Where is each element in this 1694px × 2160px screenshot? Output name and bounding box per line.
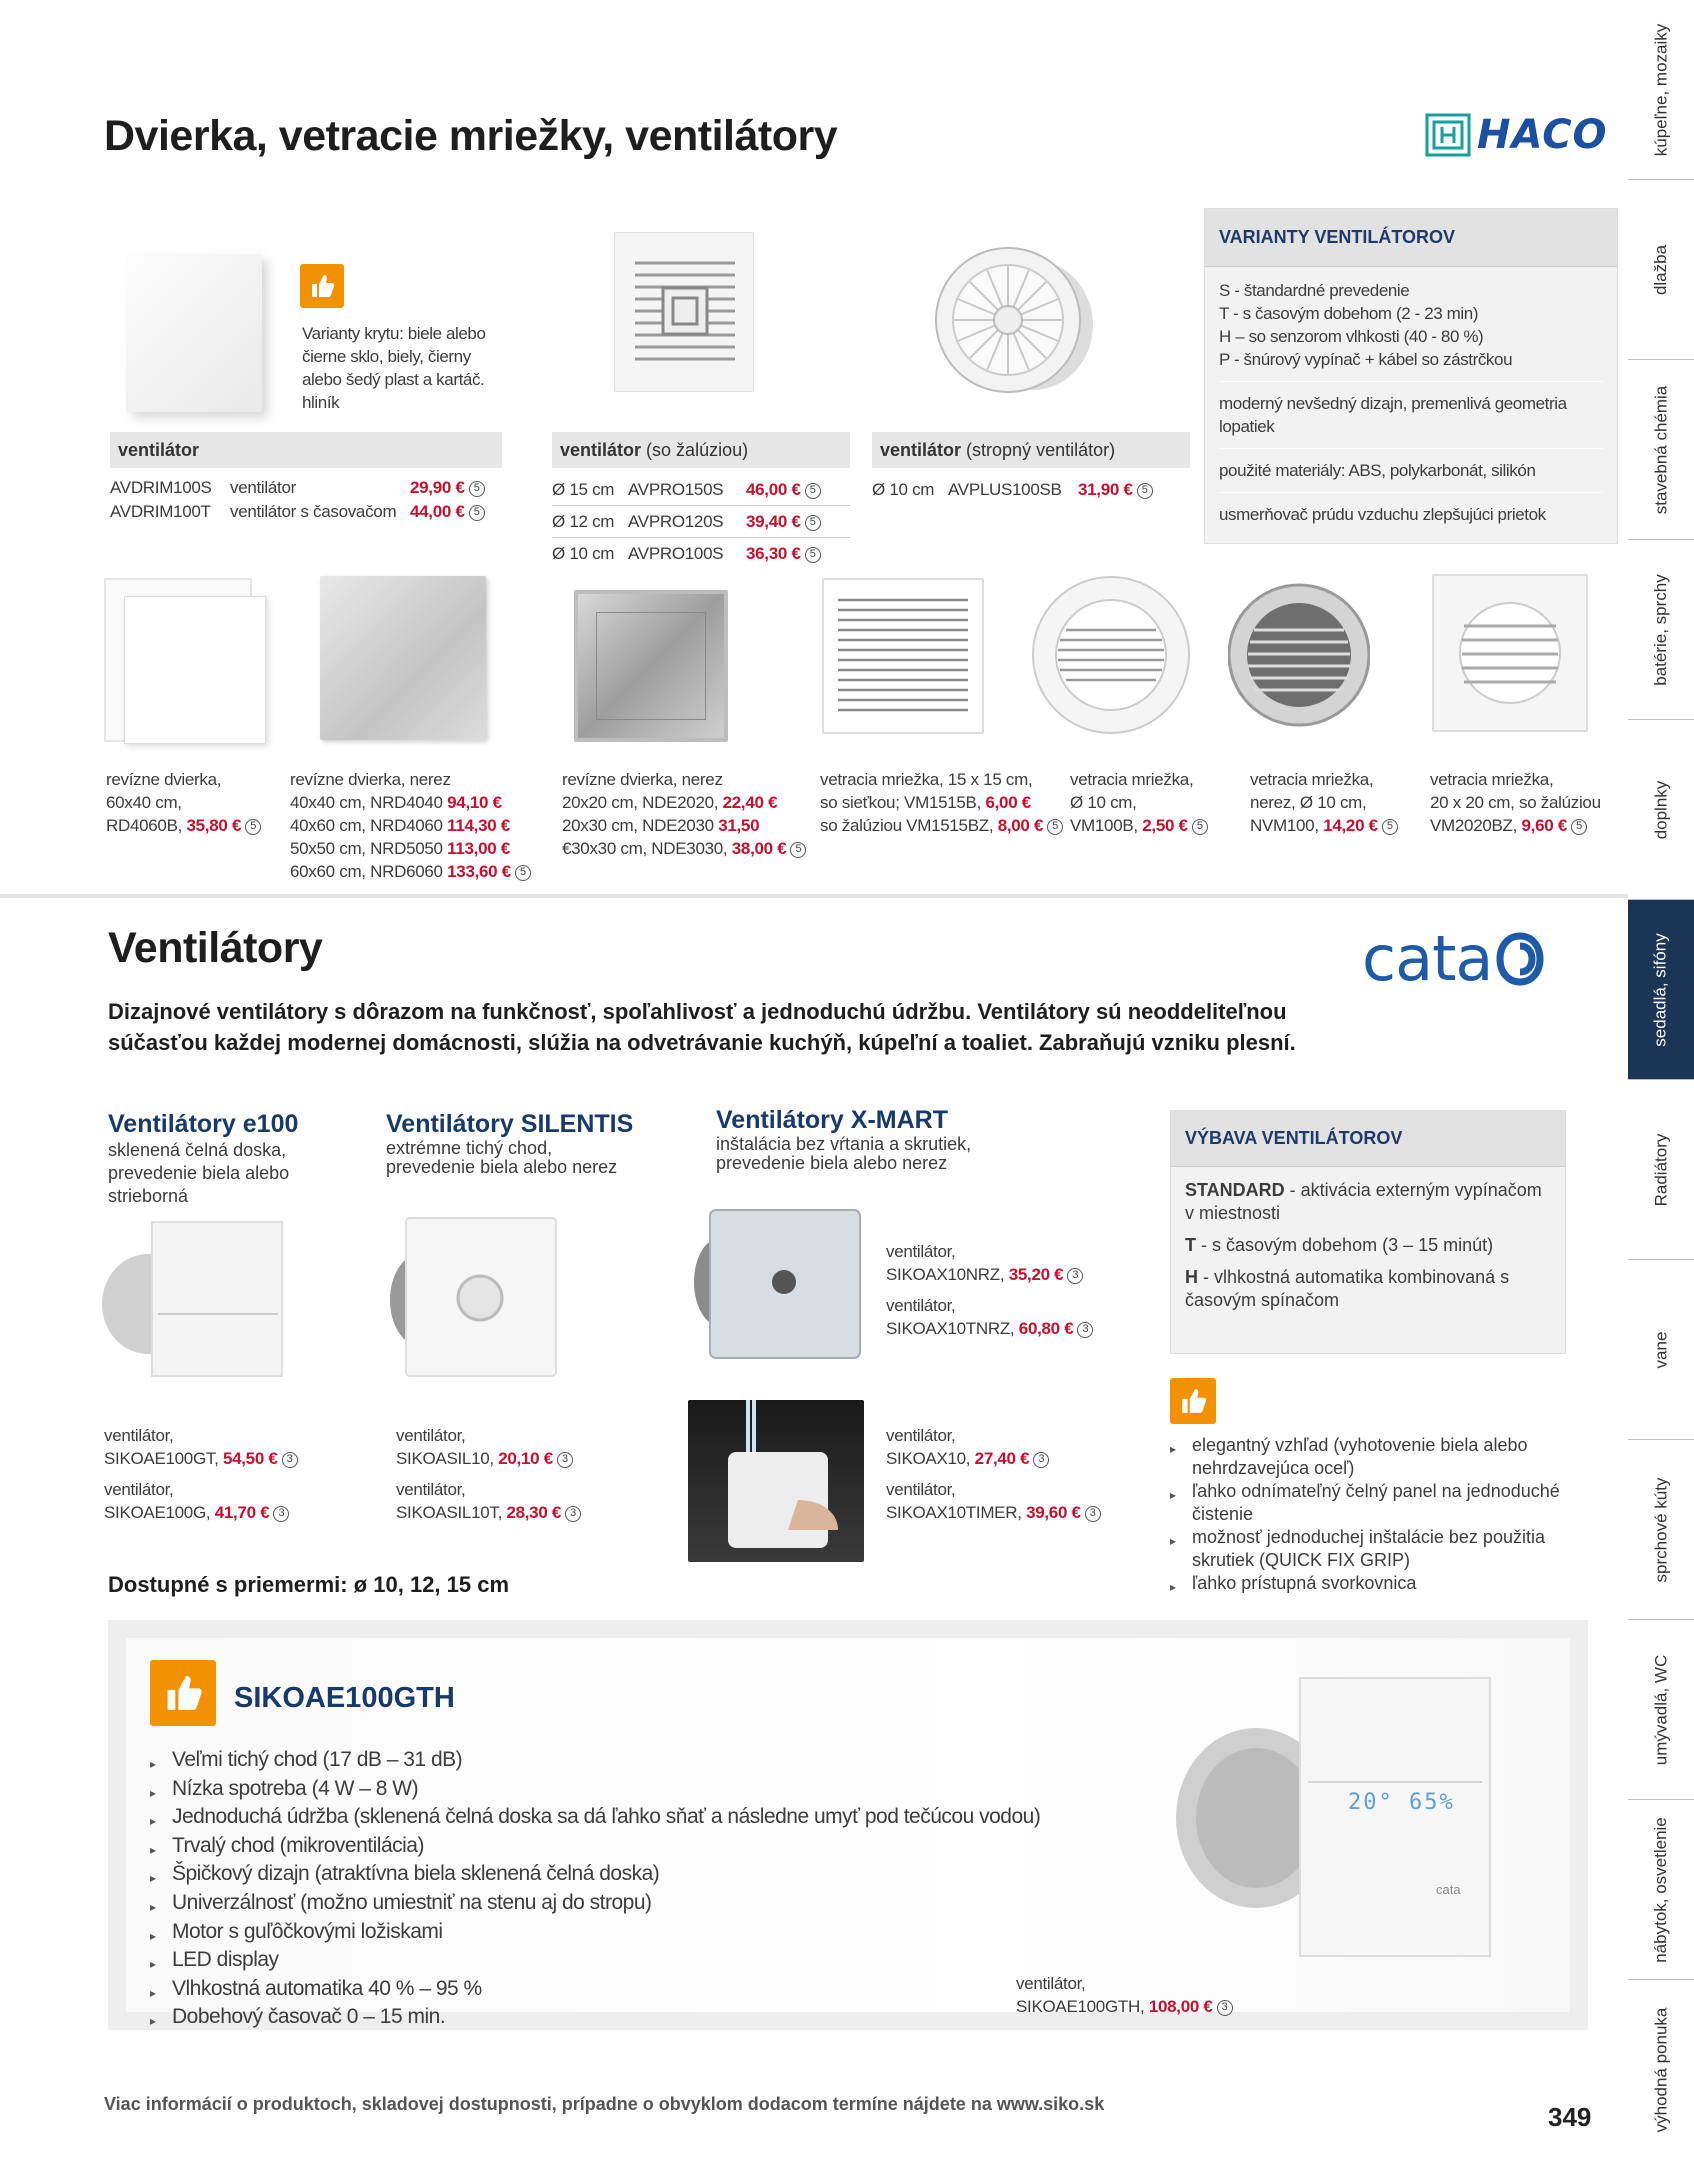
revizne-dvierka-image <box>104 578 252 742</box>
e100-items: ventilátor, SIKOAE100GT, 54,50 € 3 ventilátor, SIKOAE100G, 41,70 € 3 <box>104 1424 298 1524</box>
table-row: Ø 10 cm AVPLUS100SB 31,90 € 5 <box>872 474 1190 506</box>
vetracia-mriezka-vm100b-image <box>1030 574 1192 736</box>
item-vm100b: vetracia mriežka, Ø 10 cm, VM100B, 2,50 € 5 <box>1070 768 1208 837</box>
avdrim-fan-image <box>126 254 262 412</box>
sidebar-item-radiatory[interactable]: Radiátory <box>1628 1080 1694 1260</box>
haco-logo: HACO <box>1425 112 1608 158</box>
product-brand-mark: cata <box>1436 1882 1461 1897</box>
silentis-fan-image <box>380 1212 566 1382</box>
list-item: ▸ možnosť jednoduchej inštalácie bez použitia skrutiek (QUICK FIX GRIP) <box>1170 1526 1590 1572</box>
xmart-fan-image <box>690 1206 866 1362</box>
featured-title: SIKOAE100GTH <box>234 1682 455 1714</box>
sidebar-item-dlazba[interactable]: dlažba <box>1628 180 1694 360</box>
sidebar-item-kupelne[interactable]: kúpeľne, mozaiky <box>1628 0 1694 180</box>
vetracia-mriezka-vm1515-image <box>822 578 984 734</box>
cata-intro: Dizajnové ventilátory s dôrazom na funkčnosť, spoľahlivosť a jednoduchú údržbu. Ventilátory sú neoddeliteľnou súčasťou každej modernej domácnosti, slúžia na odvetrávanie kuchýň, kúpeľní a toaliet. Zabraňujú vzniku plesní. <box>108 999 1296 1055</box>
table-avpro: ventilátor (so žalúziou) Ø 15 cm AVPRO150S 46,00 € 5 Ø 12 cm AVPRO120S 39,40 € 5 Ø 10 cm AVPRO100S 36,30 € 5 <box>552 432 850 570</box>
table-row: AVDRIM100T ventilátor s časovačom 44,00 € 5 <box>110 500 502 524</box>
sikoae100gth-image <box>1160 1672 1500 1962</box>
xmart-items-bottom: ventilátor, SIKOAX10, 27,40 € 3 ventilátor, SIKOAX10TIMER, 39,60 € 3 <box>886 1424 1101 1524</box>
list-item: ▸ Nízka spotreba (4 W – 8 W) <box>150 1775 1130 1804</box>
benefits-list <box>1170 1434 1590 1595</box>
item-vm2020bz: vetracia mriežka, 20 x 20 cm, so žalúziou VM2020BZ, 9,60 € 5 <box>1430 770 1601 835</box>
e100-block: Ventilátory e100 sklenená čelná doska, prevedenie biela alebo strieborná <box>108 1110 299 1206</box>
list-item: ▸ elegantný vzhľad (vyhotovenie biela alebo nehrdzavejúca oceľ) <box>1170 1434 1590 1480</box>
diameters-note: Dostupné s priemermi: ø 10, 12, 15 cm <box>108 1572 510 1597</box>
sidebar-item-stavebna-chemia[interactable]: stavebná chémia <box>1628 360 1694 540</box>
vetracia-mriezka-nerez-image <box>1228 580 1370 730</box>
list-item: ▸ Špičkový dizajn (atraktívna biela sklenená čelná doska) <box>150 1860 1130 1889</box>
item-nvm100: vetracia mriežka, nerez, Ø 10 cm, NVM100, 14,20 € 5 <box>1250 768 1398 837</box>
list-item: ▸ Jednoduchá údržba (sklenená čelná doska sa dá ľahko sňať a následne umyť pod tečúcou vodou) <box>150 1803 1130 1832</box>
footer-info: Viac informácií o produktoch, skladovej dostupnosti, prípadne o obvyklom dodacom termíne nájdete na www.siko.sk <box>104 2094 1105 2114</box>
avplus-fan-image <box>928 230 1098 405</box>
list-item: ▸ Univerzálnosť (možno umiestniť na stenu aj do stropu) <box>150 1889 1130 1918</box>
haco-cover-note: Varianty krytu: biele alebo čierne sklo, biely, čierny alebo šedý plast a kartáč. hliník <box>302 324 486 412</box>
silentis-items: ventilátor, SIKOASIL10, 20,10 € 3 ventilátor, SIKOASIL10T, 28,30 € 3 <box>396 1424 581 1524</box>
sidebar-item-sprchove-kuty[interactable]: sprchové kúty <box>1628 1440 1694 1620</box>
section-divider <box>0 894 1628 898</box>
table-row: Ø 10 cm AVPRO100S 36,30 € 5 <box>552 538 850 570</box>
xmart-block: Ventilátory X-MART inštalácia bez vŕtania a skrutiek, prevedenie biela alebo nerez <box>716 1106 972 1173</box>
haco-logo-icon <box>1425 113 1471 157</box>
avpro-fan-image <box>614 232 754 392</box>
list-item: ▸ Motor s guľôčkovými ložiskami <box>150 1918 1130 1947</box>
list-item: ▸ Veľmi tichý chod (17 dB – 31 dB) <box>150 1746 1130 1775</box>
table-avdrim: ventilátor AVDRIM100S ventilátor 29,90 € 5 AVDRIM100T ventilátor s časovačom 44,00 € 5 <box>110 432 502 524</box>
sidebar-item-sedadla-sifony[interactable]: sedadlá, sifóny <box>1628 900 1694 1080</box>
list-item: ▸ ľahko prístupná svorkovnica <box>1170 1572 1590 1595</box>
equipment-box: VÝBAVA VENTILÁTOROV STANDARD - aktivácia externým vypínačom v miestnosti T - s časovým dobehom (3 – 15 minút) H - vlhkostná automatika kombinovaná s časovým spínačom <box>1170 1110 1566 1354</box>
featured-item: ventilátor, SIKOAE100GTH, 108,00 € 3 <box>1016 1972 1233 2018</box>
led-display: 20° 65% <box>1348 1790 1455 1815</box>
silentis-block: Ventilátory SILENTIS extrémne tichý chod, prevedenie biela alebo nerez <box>386 1110 634 1177</box>
cata-logo-icon <box>1496 932 1544 986</box>
sidebar-item-nabytok[interactable]: nábytok, osvetlenie <box>1628 1800 1694 1980</box>
vetracia-mriezka-vm2020-image <box>1432 574 1588 732</box>
e100-fan-image <box>88 1214 288 1384</box>
variants-box-title: VARIANTY VENTILÁTOROV <box>1205 209 1617 267</box>
table-row: Ø 12 cm AVPRO120S 39,40 € 5 <box>552 506 850 538</box>
list-item: ▸ Dobehový časovač 0 – 15 min. <box>150 2003 1130 2032</box>
revizne-dvierka-nerez-image <box>320 576 486 740</box>
sidebar-item-vyhodna-ponuka[interactable]: výhodná ponuka <box>1651 2007 1670 2133</box>
table-row: AVDRIM100S ventilátor 29,90 € 5 <box>110 476 502 500</box>
item-nrd: revízne dvierka, nerez 40x40 cm, NRD4040 94,10 € 40x60 cm, NRD4060 114,30 € 50x50 cm, NRD5050 113,00 € 60x60 cm, NRD6060 133,60 € 5 <box>290 768 531 883</box>
list-item: ▸ LED display <box>150 1946 1130 1975</box>
equipment-box-title: VÝBAVA VENTILÁTOROV <box>1171 1111 1565 1167</box>
sidebar-item-vane[interactable]: vane <box>1628 1260 1694 1440</box>
section-title: Ventilátory <box>108 924 323 972</box>
list-item: ▸ Vlhkostná automatika 40 % – 95 % <box>150 1975 1130 2004</box>
table-row: Ø 15 cm AVPRO150S 46,00 € 5 <box>552 474 850 506</box>
thumbs-up-icon <box>300 264 344 308</box>
featured-bullets <box>150 1746 1130 2032</box>
item-nde: revízne dvierka, nerez 20x20 cm, NDE2020, 22,40 € 20x30 cm, NDE2030 31,50 €30x30 cm, NDE3030, 38,00 € 5 <box>562 768 806 860</box>
cata-logo: cata <box>1362 928 1544 990</box>
sidebar-item-umyvadla[interactable]: umývadlá, WC <box>1628 1620 1694 1800</box>
thumbs-up-icon <box>1170 1378 1216 1424</box>
item-vm1515: vetracia mriežka, 15 x 15 cm, so sieťkou; VM1515B, 6,00 € so žalúziou VM1515BZ, 8,00 € 5 <box>820 768 1063 837</box>
thumbs-up-icon <box>150 1660 216 1726</box>
xmart-washing-image <box>688 1400 864 1562</box>
item-rd4060b: revízne dvierka, 60x40 cm, RD4060B, 35,80 € 5 <box>106 768 261 837</box>
xmart-items-top: ventilátor, SIKOAX10NRZ, 35,20 € 3 ventilátor, SIKOAX10TNRZ, 60,80 € 3 <box>886 1240 1093 1340</box>
revizne-dvierka-nde-image <box>574 590 728 742</box>
variants-box: VARIANTY VENTILÁTOROV S - štandardné prevedenie T - s časovým dobehom (2 - 23 min) H – so senzorom vlhkosti (40 - 80 %) P - šnúrový vypínač + kábel so zástrčkou moderný nevšedný dizajn, premenlivá geometria lopatiek použité materiály: ABS, polykarbonát, silikón usmerňovač prúdu vzduchu zlepšujúci prietok <box>1204 208 1618 544</box>
page-title: Dvierka, vetracie mriežky, ventilátory <box>104 112 838 160</box>
sidebar-item-baterie[interactable]: batérie, sprchy <box>1628 540 1694 720</box>
table-avplus: ventilátor (stropný ventilátor) Ø 10 cm AVPLUS100SB 31,90 € 5 <box>872 432 1190 506</box>
page-number: 349 <box>1548 2102 1592 2132</box>
list-item: ▸ ľahko odnímateľný čelný panel na jednoduché čistenie <box>1170 1480 1590 1526</box>
list-item: ▸ Trvalý chod (mikroventilácia) <box>150 1832 1130 1861</box>
sidebar-item-doplnky[interactable]: doplnky <box>1628 720 1694 900</box>
